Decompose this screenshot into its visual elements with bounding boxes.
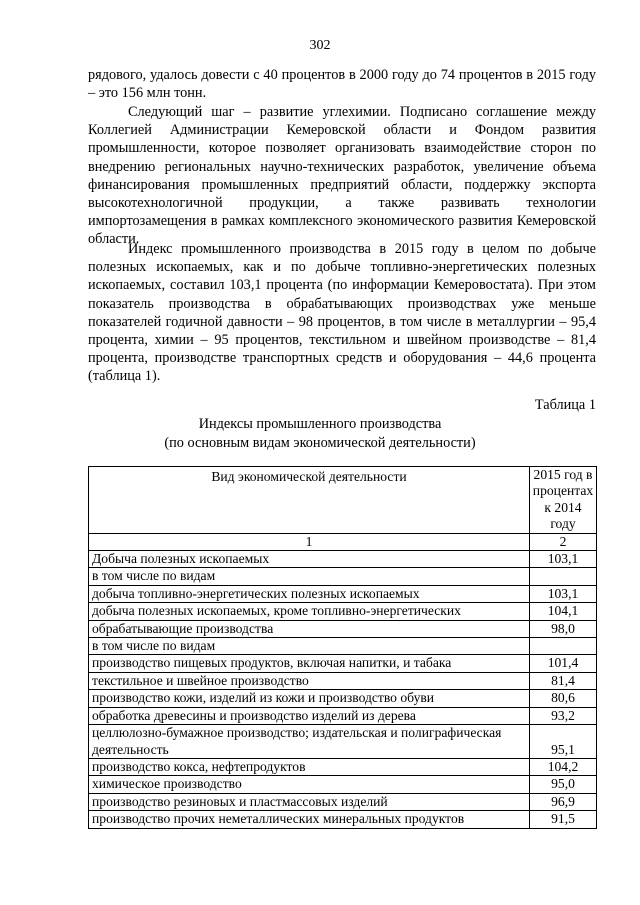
header-value: 2015 год в процентах к 2014 году <box>530 467 597 534</box>
row-value: 96,9 <box>530 793 597 810</box>
column-number-2: 2 <box>530 533 597 550</box>
table-title-line-1: Индексы промышленного производства <box>198 416 442 432</box>
page-number: 302 <box>309 38 331 53</box>
row-activity: обрабатывающие производства <box>89 620 530 637</box>
row-activity: добыча топливно-энергетических полезных ископаемых <box>89 585 530 602</box>
paragraph-3: Индекс промышленного производства в 2015 году в целом по добыче полезных ископаемых, как и по добыче топливно-энергетических полезных ископаемых, составил 103,1 процента (по информации Кемеровостата). При этом показатель производства в обрабатывающих производствах уже меньше показателей годичной давности – 98 процентов, в том числе в металлургии – 95,4 процента, химии – 95 процентов, текстильном и швейном производстве – 81,4 процента, производстве транспортных средств и оборудования – 44,6 процента (таблица 1). <box>88 241 596 385</box>
row-activity: добыча полезных ископаемых, кроме топливно-энергетических <box>89 603 530 620</box>
row-value: 95,1 <box>530 725 597 759</box>
table-title-line-2: (по основным видам экономической деятельности) <box>164 434 476 451</box>
table-title <box>0 415 640 452</box>
table-caption: Таблица 1 <box>534 397 596 413</box>
row-activity: химическое производство <box>89 776 530 793</box>
row-value: 91,5 <box>530 811 597 828</box>
row-activity: производство кокса, нефтепродуктов <box>89 758 530 775</box>
row-activity: производство резиновых и пластмассовых изделий <box>89 793 530 810</box>
paragraph-1: рядового, удалось довести с 40 процентов в 2000 году до 74 процентов в 2015 году – это 156 млн тонн. <box>88 67 596 102</box>
table-row <box>89 568 597 585</box>
row-value: 98,0 <box>530 620 597 637</box>
table-row <box>89 620 597 637</box>
row-activity: целлюлозно-бумажное производство; издательская и полиграфическая деятельность <box>89 725 530 759</box>
row-activity: обработка древесины и производство изделий из дерева <box>89 707 530 724</box>
table-row <box>89 585 597 602</box>
row-activity: в том числе по видам <box>89 638 530 655</box>
column-number-1: 1 <box>89 533 530 550</box>
row-activity: текстильное и швейное производство <box>89 672 530 689</box>
table-row <box>89 603 597 620</box>
row-activity: Добыча полезных ископаемых <box>89 551 530 568</box>
row-activity: производство прочих неметаллических минеральных продуктов <box>89 811 530 828</box>
row-value: 103,1 <box>530 551 597 568</box>
paragraph-2: Следующий шаг – развитие углехимии. Подписано соглашение между Коллегией Администрации Кемеровской области и Фондом развития промышленности, которое позволяет организовать взаимодействие сторон по внедрению региональных научно-технических разработок, увеличение объема финансирования промышленных предприятий области, поддержку экспорта высокотехнологичной продукции, а также развивать технологии импортозамещения в рамках комплексного экономического развития Кемеровской области. <box>88 104 596 248</box>
table-row <box>89 707 597 724</box>
table-row <box>89 655 597 672</box>
industrial-index-table <box>88 466 597 829</box>
row-value: 80,6 <box>530 690 597 707</box>
row-activity: в том числе по видам <box>89 568 530 585</box>
table-header-row <box>89 467 597 534</box>
row-value <box>530 638 597 655</box>
row-value: 101,4 <box>530 655 597 672</box>
table-row <box>89 551 597 568</box>
row-value: 104,2 <box>530 758 597 775</box>
row-activity: производство кожи, изделий из кожи и производство обуви <box>89 690 530 707</box>
table-row <box>89 725 597 759</box>
row-value: 81,4 <box>530 672 597 689</box>
table-row <box>89 690 597 707</box>
row-value <box>530 568 597 585</box>
table-row <box>89 758 597 775</box>
row-value: 95,0 <box>530 776 597 793</box>
table-row <box>89 638 597 655</box>
table-row <box>89 672 597 689</box>
row-activity: производство пищевых продуктов, включая напитки, и табака <box>89 655 530 672</box>
header-activity: Вид экономической деятельности <box>89 467 530 534</box>
row-value: 104,1 <box>530 603 597 620</box>
table-row <box>89 811 597 828</box>
column-number-row <box>89 533 597 550</box>
table-row <box>89 793 597 810</box>
row-value: 93,2 <box>530 707 597 724</box>
row-value: 103,1 <box>530 585 597 602</box>
table-row <box>89 776 597 793</box>
